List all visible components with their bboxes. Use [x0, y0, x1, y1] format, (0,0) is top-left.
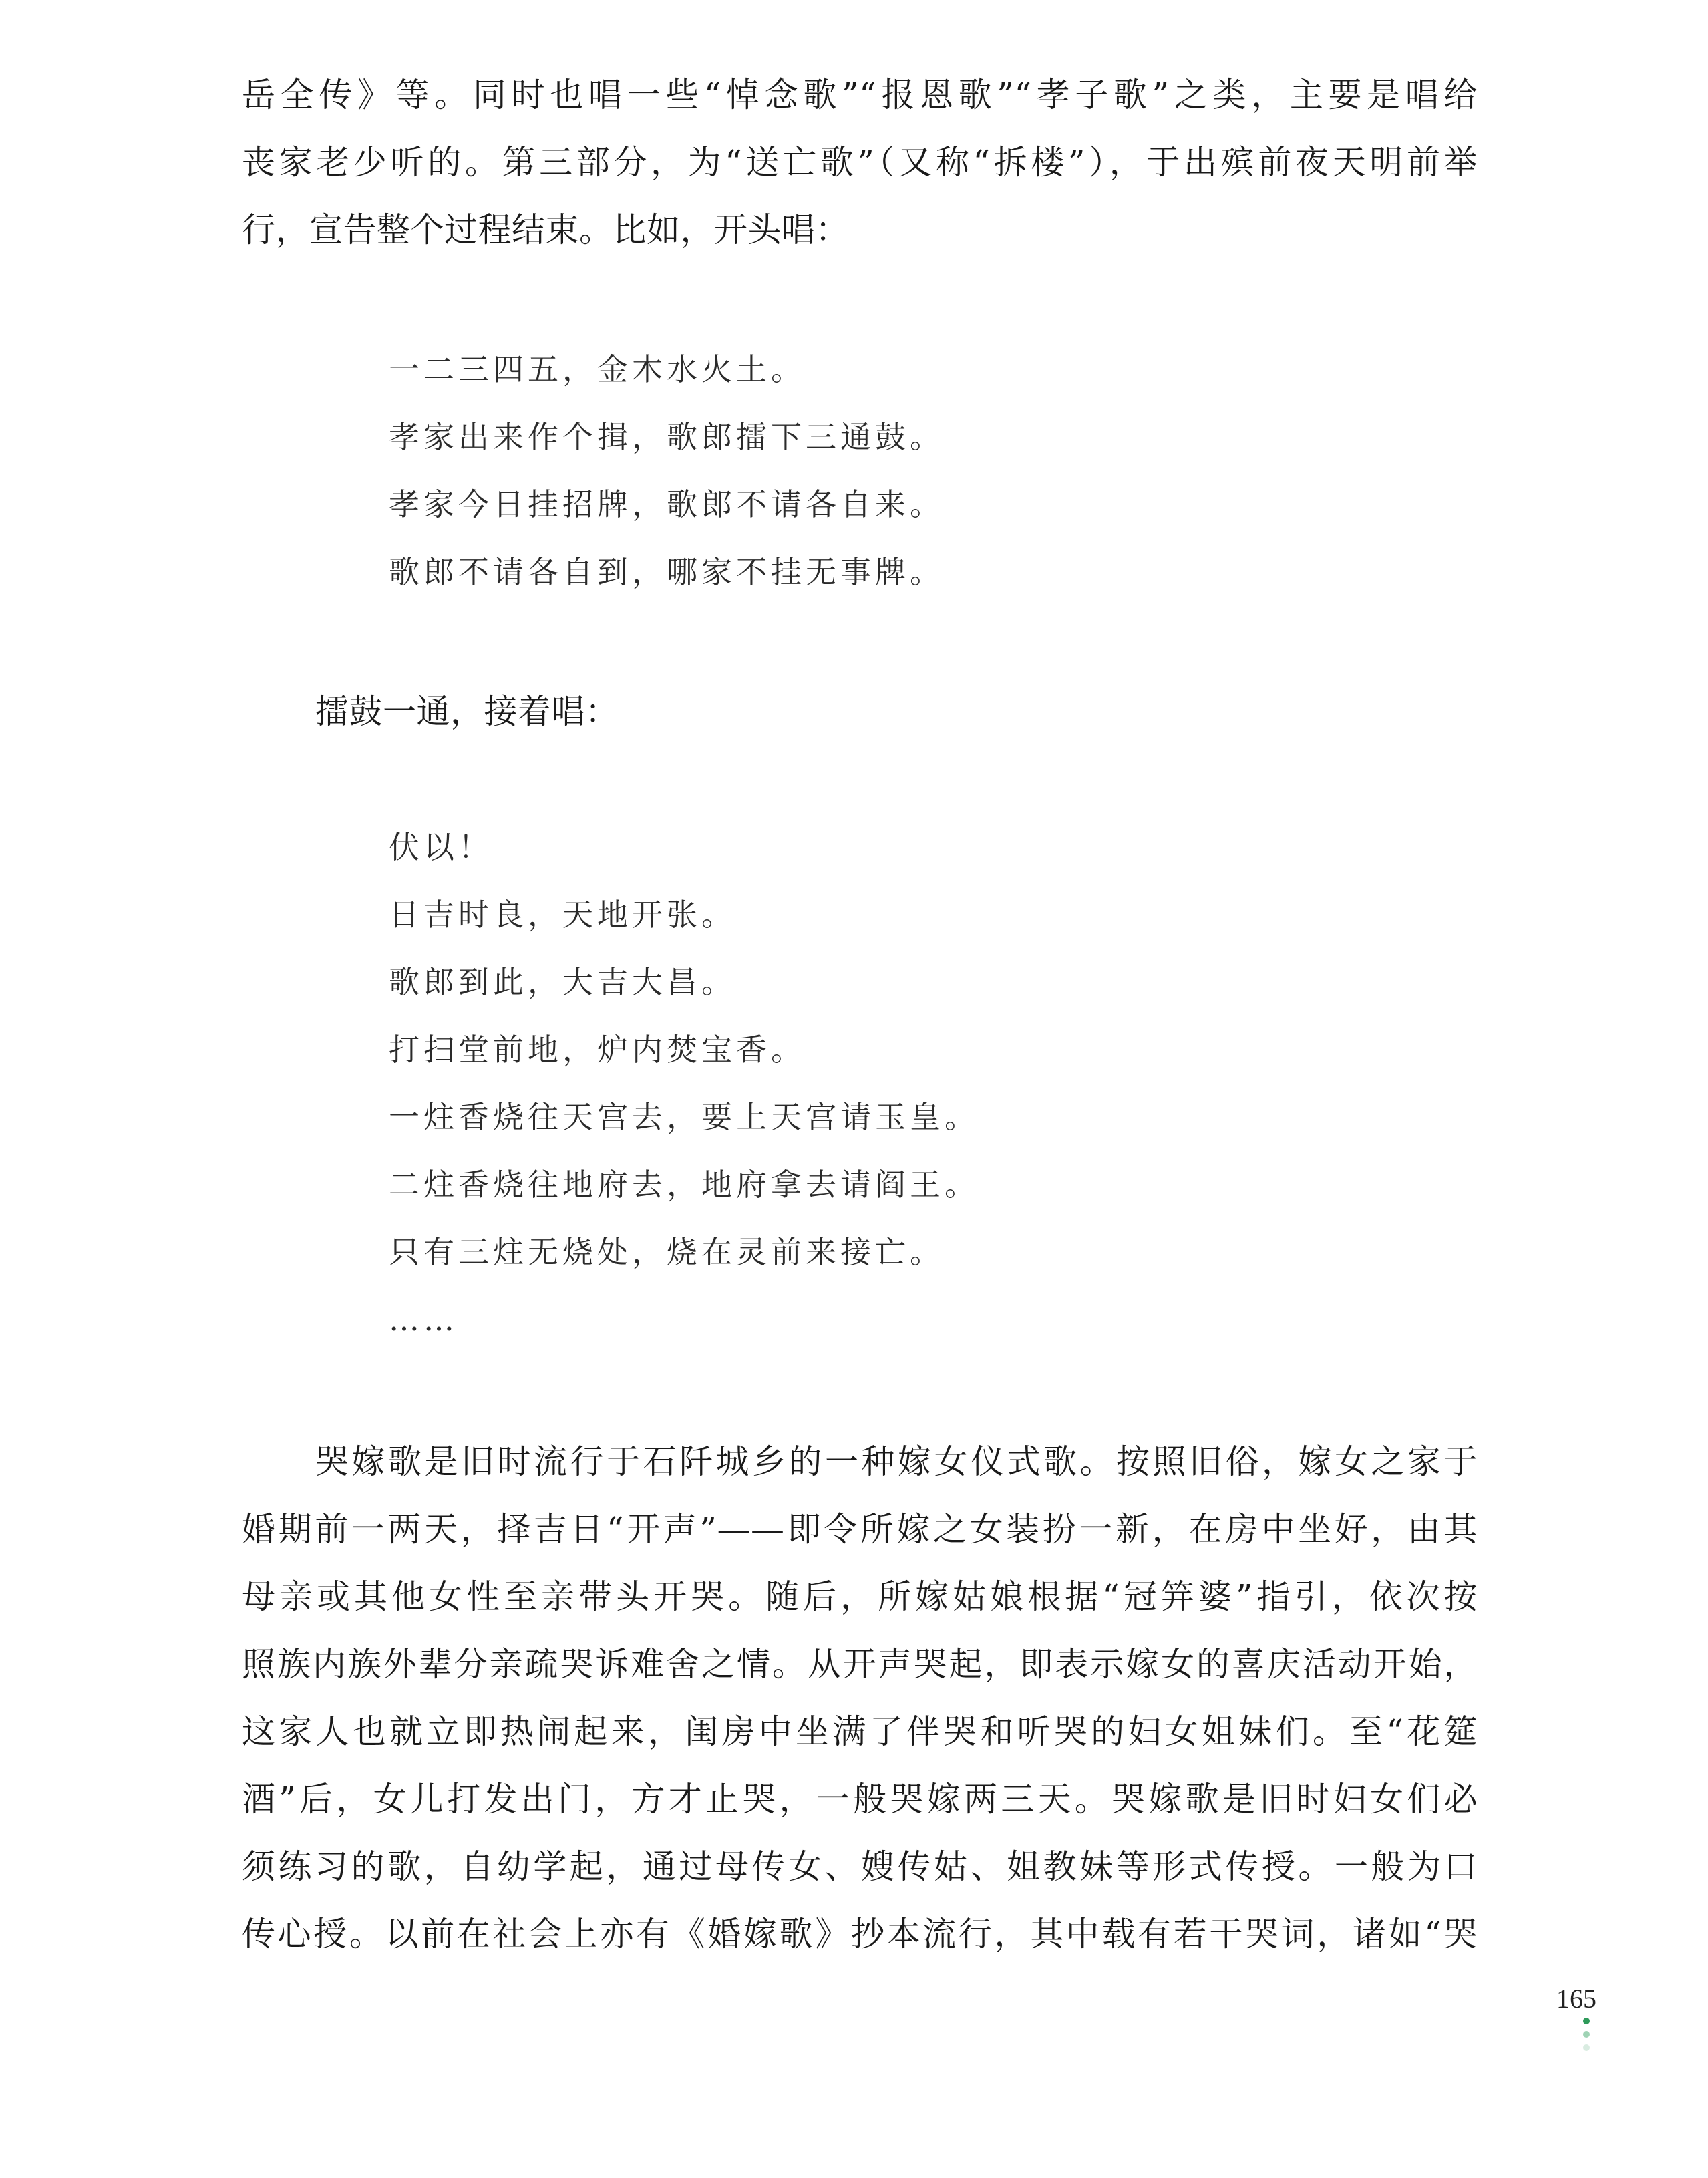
- verse-line: 日吉时良，天地开张。: [389, 897, 736, 933]
- verse-line: 歌郎到此，大吉大昌。: [389, 964, 736, 1000]
- paragraph-continuation: [242, 61, 1478, 264]
- verse-line: 孝家今日挂招牌，歌郎不请各自来。: [389, 486, 945, 522]
- verse-line: 孝家出来作个揖，歌郎擂下三通鼓。: [389, 419, 945, 455]
- paragraph-line: 这家人也就立即热闹起来，闺房中坐满了伴哭和听哭的妇女姐妹们。至“花筵: [242, 1712, 1478, 1751]
- verse-line: 歌郎不请各自到，哪家不挂无事牌。: [389, 554, 945, 590]
- paragraph-line: 传心授。以前在社会上亦有《婚嫁歌》抄本流行，其中载有若干哭词，诸如“哭: [242, 1915, 1478, 1954]
- drum-paragraph: [242, 678, 1478, 746]
- dot-ornament: [1583, 2031, 1590, 2038]
- paragraph-line: 丧家老少听的。第三部分，为“送亡歌”（又称“拆楼”），于出殡前夜天明前举: [242, 143, 1478, 182]
- decorative-dots: [1583, 2018, 1591, 2058]
- verse-line: 只有三炷无烧处，烧在灵前来接亡。: [389, 1234, 945, 1270]
- verse-line: 伏以！: [389, 829, 493, 865]
- paragraph-wedding-laments: [242, 1428, 1478, 1968]
- paragraph-line: 行，宣告整个过程结束。比如，开头唱：: [242, 210, 849, 249]
- verse-block-invocation: [389, 814, 979, 1354]
- dot-ornament: [1583, 2044, 1590, 2051]
- paragraph-line: 哭嫁歌是旧时流行于石阡城乡的一种嫁女仪式歌。按照旧俗，嫁女之家于: [315, 1442, 1478, 1481]
- paragraph-line: 岳全传》等。同时也唱一些“悼念歌”“报恩歌”“孝子歌”之类，主要是唱给: [242, 75, 1478, 114]
- verse-line: 打扫堂前地，炉内焚宝香。: [389, 1032, 806, 1068]
- verse-ellipsis: ……: [389, 1301, 458, 1338]
- paragraph-line: 酒”后，女儿打发出门，方才止哭，一般哭嫁两三天。哭嫁歌是旧时妇女们必: [242, 1780, 1478, 1819]
- verse-line: 一二三四五，金木水火土。: [389, 351, 806, 387]
- verse-line: 一炷香烧往天宫去，要上天宫请玉皇。: [389, 1099, 979, 1135]
- paragraph-line: 母亲或其他女性至亲带头开哭。随后，所嫁姑娘根据“冠笄婆”指引，依次按: [242, 1577, 1478, 1616]
- verse-block-opening: [389, 336, 945, 606]
- paragraph-line: 须练习的歌，自幼学起，通过母传女、嫂传姑、姐教妹等形式传授。一般为口: [242, 1847, 1478, 1886]
- page-number: 165: [1556, 1984, 1596, 2014]
- paragraph-line: 婚期前一两天，择吉日“开声”——即令所嫁之女装扮一新，在房中坐好，由其: [242, 1510, 1478, 1549]
- verse-line: 二炷香烧往地府去，地府拿去请阎王。: [389, 1166, 979, 1203]
- paragraph-line: 照族内族外辈分亲疏哭诉难舍之情。从开声哭起，即表示嫁女的喜庆活动开始，: [242, 1645, 1478, 1684]
- paragraph-line: 擂鼓一通，接着唱：: [315, 692, 619, 731]
- dot-ornament: [1583, 2018, 1590, 2024]
